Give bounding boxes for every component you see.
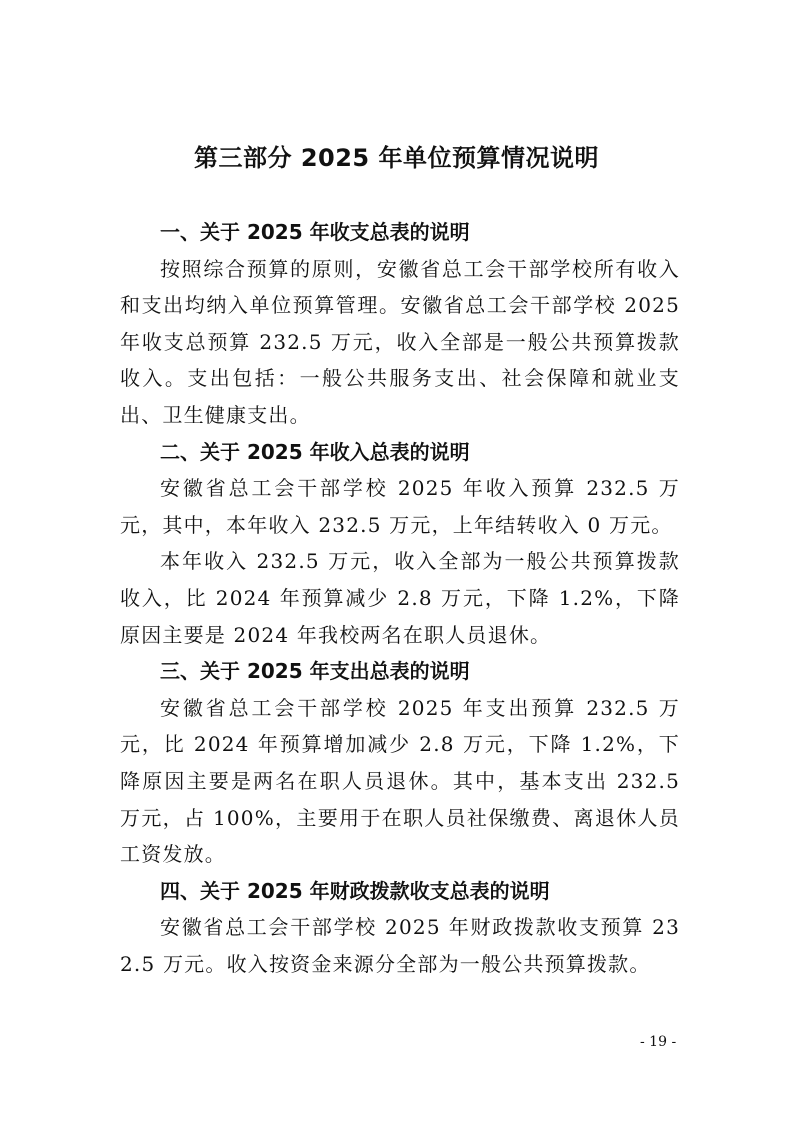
section-heading-3: 三、关于 2025 年支出总表的说明 (160, 659, 470, 684)
section-1-paragraph-1: 按照综合预算的原则，安徽省总工会干部学校所有收入和支出均纳入单位预算管理。安徽省总工会干部学校 2025 年收支总预算 232.5 万元，收入全部是一般公共预算拨款收入。支出包括：一般公共服务支出、社会保障和就业支出、卫生健康支出。 (120, 256, 680, 427)
section-heading-1: 一、关于 2025 年收支总表的说明 (160, 220, 470, 244)
section-3-paragraph-1: 安徽省总工会干部学校 2025 年支出预算 232.5 万元，比 2024 年预算增加减少 2.8 万元，下降 1.2%，下降原因主要是两名在职人员退休。其中，基本支出 232.5 万元，占 100%，主要用于在职人员社保缴费、离退休人员工资发放。 (120, 695, 680, 867)
section-2-paragraph-2: 本年收入 232.5 万元，收入全部为一般公共预算拨款收入，比 2024 年预算减少 2.8 万元，下降 1.2%，下降原因主要是 2024 年我校两名在职人员退休。 (120, 549, 680, 647)
page-title: 第三部分 2025 年单位预算情况说明 (193, 144, 599, 172)
document-body (120, 214, 680, 982)
page-number: - 19 - (640, 1034, 677, 1050)
section-heading-4: 四、关于 2025 年财政拨款收支总表的说明 (160, 878, 550, 903)
section-heading-2: 二、关于 2025 年收入总表的说明 (160, 439, 470, 464)
section-4-paragraph-1: 安徽省总工会干部学校 2025 年财政拨款收支预算 232.5 万元。收入按资金来源分全部为一般公共预算拨款。 (120, 915, 680, 976)
section-2-paragraph-1: 安徽省总工会干部学校 2025 年收入预算 232.5 万元，其中，本年收入 232.5 万元，上年结转收入 0 万元。 (120, 476, 680, 537)
